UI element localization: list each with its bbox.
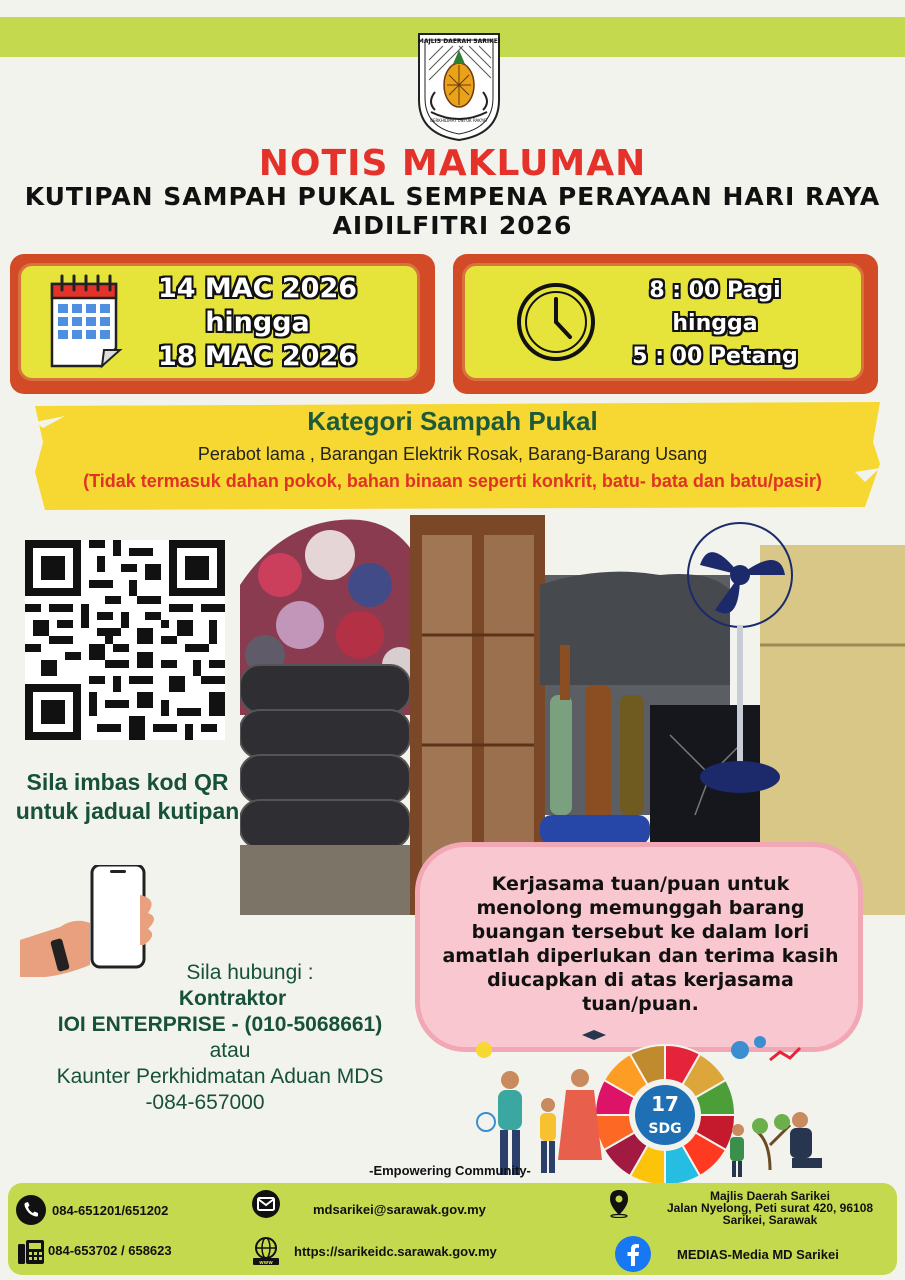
council-logo (413, 30, 505, 142)
qr-code (25, 540, 225, 740)
page-subtitle: KUTIPAN SAMPAH PUKAL SEMPENA PERAYAAN HARI RAYA AIDILFITRI 2026 (24, 182, 881, 240)
footer-facebook[interactable]: MEDIAS-Media MD Sarikei (677, 1247, 839, 1262)
kategori-title: Kategori Sampah Pukal (307, 406, 598, 436)
facebook-icon (614, 1235, 652, 1273)
clock-icon (515, 281, 597, 363)
address-line-2: Jalan Nyelong, Peti surat 420, 96108 (666, 1201, 874, 1215)
footer-phone[interactable]: 084-651201/651202 (52, 1203, 169, 1218)
globe-icon (251, 1236, 281, 1266)
notice-text: Kerjasama tuan/puan untuk menolong memunggah barang buangan tersebut ke dalam lori amatlah diperlukan dan terima kasih diucapkan di atas kerjasama tuan/puan. (442, 873, 839, 1015)
sdg-illustration (470, 1030, 870, 1185)
date-range (140, 272, 375, 374)
date-start: 14 MAC 2026 (157, 273, 358, 304)
address-line-3: Sarikei, Sarawak (722, 1213, 818, 1227)
date-separator: hingga (205, 307, 310, 338)
logo-text: MAJLIS DAERAH SARIKEI (417, 38, 501, 45)
complaint-phone: -084-657000 (145, 1091, 265, 1114)
location-pin-icon (604, 1188, 634, 1218)
sdg-number: 17 (651, 1092, 679, 1116)
time-end: 5 : 00 Petang (632, 344, 798, 369)
footer-website[interactable]: https://sarikeidc.sarawak.gov.my (294, 1244, 497, 1259)
kategori-note: (Tidak termasuk dahan pokok, bahan binaan seperti konkrit, batu- bata dan batu/pasir) (83, 471, 822, 491)
kategori-items: Perabot lama , Barangan Elektrik Rosak, Barang-Barang Usang (197, 444, 708, 464)
qr-caption: Sila imbas kod QR untuk jadual kutipan (15, 769, 240, 824)
contact-or: atau (209, 1039, 251, 1062)
footer-address (655, 1190, 885, 1226)
svg-text:www: www (259, 1260, 273, 1266)
sdg-label: SDG (648, 1121, 682, 1137)
address-line-1: Majlis Daerah Sarikei (709, 1189, 831, 1203)
footer-email[interactable]: mdsarikei@sarawak.gov.my (313, 1202, 486, 1217)
contact-prompt: Sila hubungi : (186, 961, 314, 984)
time-separator: hingga (672, 311, 758, 336)
fax-icon (16, 1236, 46, 1266)
time-start: 8 : 00 Pagi (649, 278, 781, 303)
date-end: 18 MAC 2026 (157, 341, 358, 372)
logo-motto: BERKHIDMAT UNTUK RAKYAT (430, 118, 488, 123)
complaint-counter: Kaunter Perkhidmatan Aduan MDS (56, 1065, 384, 1088)
time-range (600, 274, 830, 373)
contact-info (20, 960, 420, 1116)
calendar-icon (44, 270, 128, 370)
email-icon (251, 1189, 281, 1219)
phone-icon (16, 1195, 46, 1225)
page-title: NOTIS MAKLUMAN (258, 143, 647, 184)
footer-fax[interactable]: 084-653702 / 658623 (48, 1243, 172, 1258)
empower-tagline: -Empowering Community- (369, 1163, 531, 1178)
contractor-phone: IOI ENTERPRISE - (010-5068661) (57, 1013, 383, 1036)
contractor-label: Kontraktor (178, 987, 287, 1010)
